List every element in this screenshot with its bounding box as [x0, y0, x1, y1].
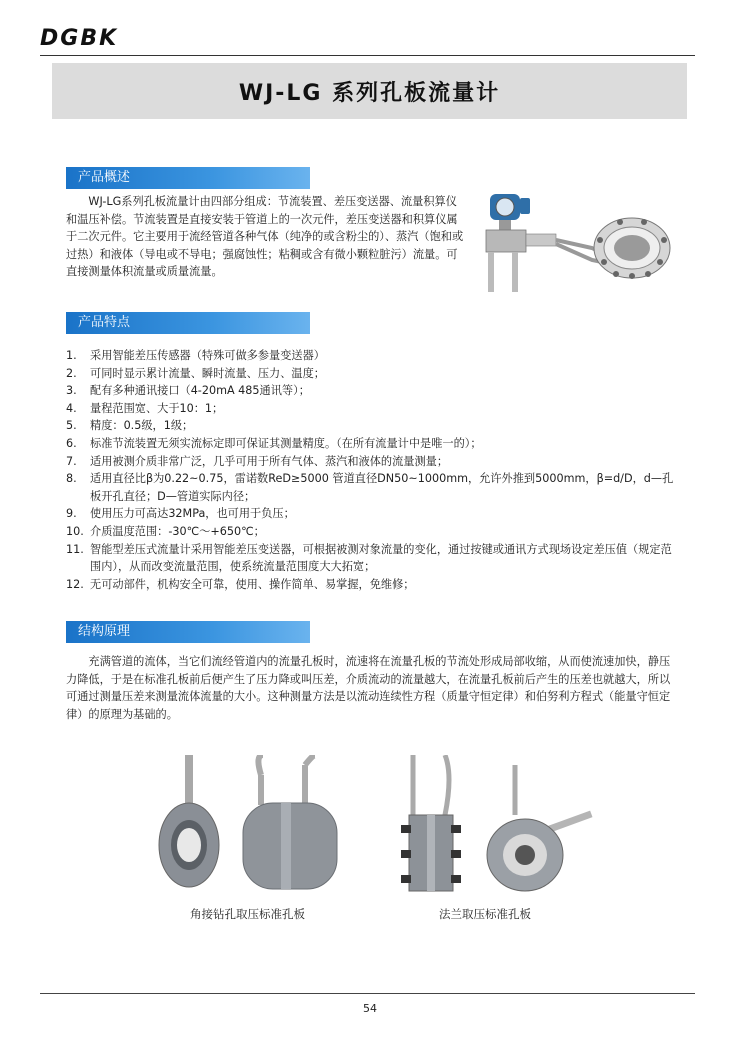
feature-item	[66, 470, 676, 505]
right-figure-caption: 法兰取压标准孔板	[439, 907, 531, 921]
feature-number: 11.	[66, 542, 84, 556]
principle-paragraph: 充满管道的流体，当它们流经管道内的流量孔板时，流速将在流量孔板的节流处形成局部收缩，从而使流速加快，静压力降低，于是在标准孔板前后便产生了压力降或叫压差，介质流动的流量越大，在流量孔板前后产生的压差也就越大，所以可通过测量压差来测量流体流量的大小。这种测量方法是以流动连续性方程（质量守恒定律）和伯努利方程式（能量守恒定律）的原理为基础的。	[66, 655, 671, 721]
feature-text: 配有多种通讯接口（4-20mA 485通讯等）；	[90, 384, 310, 398]
feature-text: 量程范围宽、大于10：1；	[90, 401, 224, 415]
feature-item	[66, 382, 676, 400]
feature-number: 9.	[66, 507, 77, 521]
feature-item	[66, 523, 676, 541]
feature-text: 采用智能差压传感器（特殊可做多参量变送器）	[90, 349, 325, 362]
feature-number: 3.	[66, 384, 77, 398]
section-heading-overview: 产品概述	[66, 167, 310, 189]
feature-text: 适用直径比β为0.22~0.75，雷诺数ReD≥5000 管道直径DN50~1000mm，允许外推到5000mm，β=d/D，d—孔板开孔直径；D—管道实际内径；	[90, 472, 674, 503]
header-rule	[40, 55, 695, 56]
feature-item	[66, 576, 676, 594]
feature-number: 12.	[66, 577, 84, 591]
feature-number: 6.	[66, 436, 77, 450]
feature-text: 智能型差压式流量计采用智能差压变送器，可根据被测对象流量的变化，通过按键或通讯方式现场设定差压值（规定范围内），从而改变流量范围，使系统流量范围度大大拓宽；	[90, 542, 672, 574]
title-banner	[52, 63, 687, 119]
feature-item	[66, 365, 676, 383]
corner-tap-orifice-plate-image	[155, 755, 355, 900]
feature-item	[66, 453, 676, 471]
footer-rule	[40, 993, 695, 994]
section-heading-principle: 结构原理	[66, 621, 310, 643]
brand-logo: DGBK	[40, 26, 119, 51]
left-figure-caption: 角接钻孔取压标准孔板	[190, 907, 305, 921]
page-title: WJ-LG 系列孔板流量计	[238, 80, 501, 106]
feature-list	[66, 347, 676, 593]
feature-number: 2.	[66, 366, 77, 380]
feature-text: 适用被测介质非常广泛，几乎可用于所有气体、蒸汽和液体的流量测量；	[90, 454, 449, 468]
feature-item	[66, 541, 676, 576]
feature-number: 1.	[66, 349, 77, 362]
feature-number: 10.	[66, 524, 84, 538]
feature-number: 4.	[66, 401, 77, 415]
feature-text: 可同时显示累计流量、瞬时流量、压力、温度；	[90, 366, 325, 380]
section-heading-features: 产品特点	[66, 312, 310, 334]
feature-text: 标准节流装置无须实流标定即可保证其测量精度。（在所有流量计中是唯一的）；	[90, 436, 482, 450]
feature-number: 5.	[66, 419, 77, 433]
feature-number: 8.	[66, 472, 77, 486]
feature-number: 7.	[66, 454, 77, 468]
feature-text: 精度：0.5级，1级；	[90, 419, 194, 433]
feature-item	[66, 400, 676, 418]
orifice-flowmeter-product-image	[482, 190, 678, 298]
page-number: 54	[363, 1002, 377, 1015]
feature-text: 无可动部件，机构安全可靠，使用、操作简单、易掌握，免维修；	[90, 577, 415, 591]
feature-text: 介质温度范围：-30℃～+650℃；	[90, 524, 265, 538]
flange-tap-orifice-plate-image	[395, 755, 595, 900]
feature-item	[66, 505, 676, 523]
feature-item	[66, 417, 676, 435]
feature-item	[66, 435, 676, 453]
feature-text: 使用压力可高达32MPa，也可用于负压；	[90, 507, 295, 521]
overview-paragraph: WJ-LG系列孔板流量计由四部分组成：节流装置、差压变送器、流量积算仪和温压补偿。节流装置是直接安装于管道上的一次元件，差压变送器和积算仪属于二次元件。它主要用于流经管道各种气体（纯净的或含粉尘的）、蒸汽（饱和或过热）和液体（导电或不导电；强腐蚀性；粘稠或含有微小颗粒脏污）流量。可直接测量体积流量或质量流量。	[66, 195, 464, 279]
feature-item	[66, 347, 676, 365]
